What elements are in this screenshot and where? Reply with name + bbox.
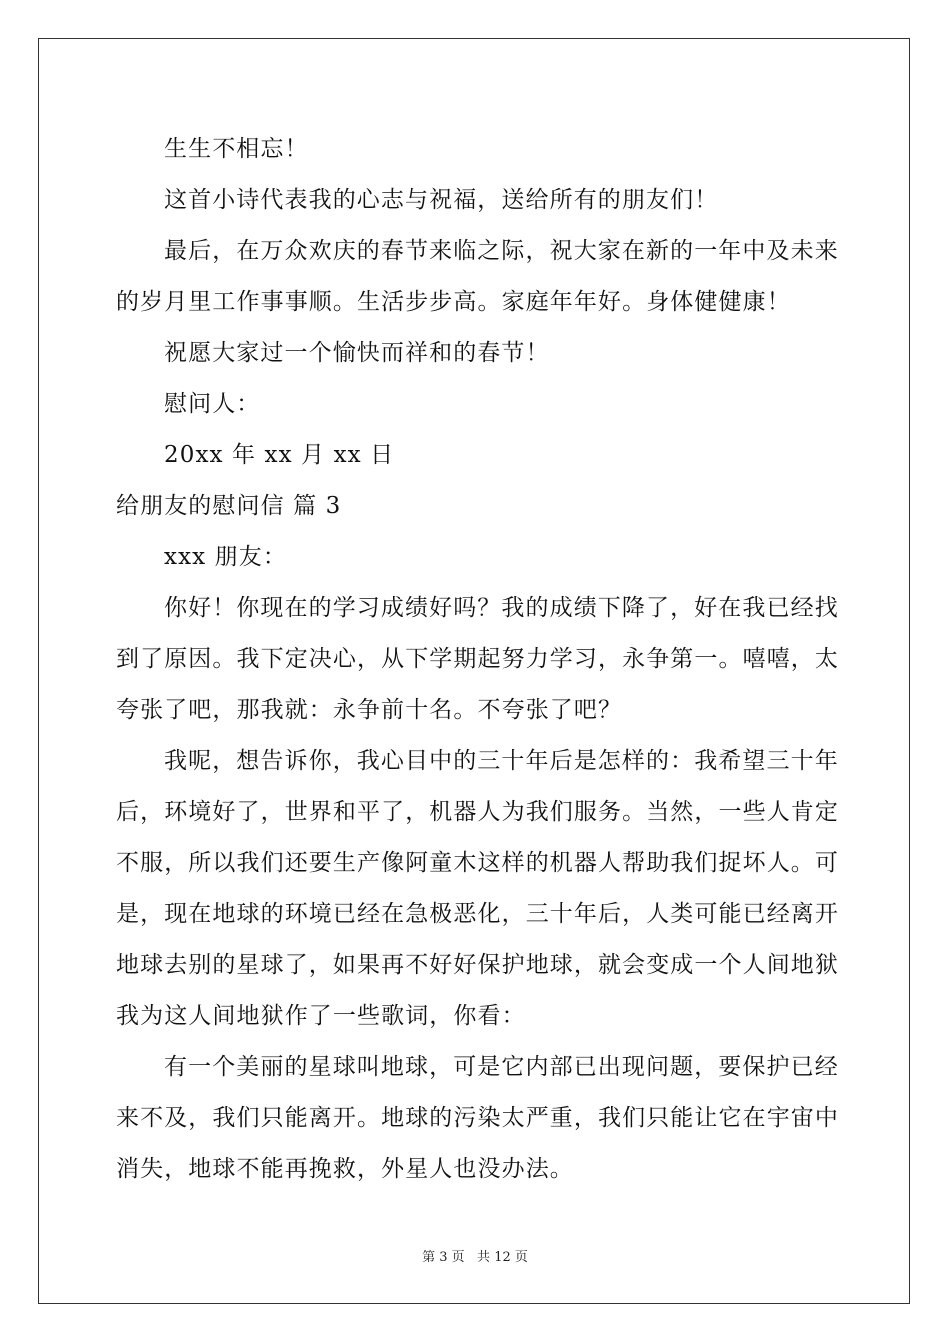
- text-line-para1-1: 你好！你现在的学习成绩好吗？我的成绩下降了，好在我已经找: [164, 595, 839, 621]
- text-line-para3-1: 有一个美丽的星球叫地球，可是它内部已出现问题，要保护已经: [164, 1054, 839, 1080]
- text-line-para2-3: 不服，所以我们还要生产像阿童木这样的机器人帮助我们捉坏人。可: [116, 850, 839, 876]
- page-number-footer: 第 3 页 共 12 页: [422, 1250, 528, 1265]
- text-line-wishes: 祝愿大家过一个愉快而祥和的春节！: [164, 340, 550, 366]
- text-line-para3-3: 消失，地球不能再挽救，外星人也没办法。: [116, 1156, 574, 1182]
- section-heading: 给朋友的慰问信 篇 3: [116, 493, 342, 519]
- salutation: xxx 朋友：: [164, 544, 287, 570]
- signature-label: 慰问人：: [164, 391, 261, 417]
- text-line-poem-end: 生生不相忘！: [164, 136, 309, 162]
- text-line-para2-1: 我呢，想告诉你，我心目中的三十年后是怎样的：我希望三十年: [164, 748, 839, 774]
- text-line-closing-2: 的岁月里工作事事顺。生活步步高。家庭年年好。身体健健康！: [116, 289, 791, 315]
- text-line-para2-5: 地球去别的星球了，如果再不好好保护地球，就会变成一个人间地狱: [116, 952, 839, 978]
- text-line-para2-4: 是，现在地球的环境已经在急极恶化，三十年后，人类可能已经离开: [116, 901, 839, 927]
- date-line: 20xx 年 xx 月 xx 日: [164, 442, 395, 468]
- text-line-para3-2: 来不及，我们只能离开。地球的污染太严重，我们只能让它在宇宙中: [116, 1105, 839, 1131]
- text-line-para1-2: 到了原因。我下定决心，从下学期起努力学习，永争第一。嘻嘻，太: [116, 646, 839, 672]
- text-line-para1-3: 夸张了吧，那我就：永争前十名。不夸张了吧？: [116, 697, 623, 723]
- text-line-closing-1: 最后，在万众欢庆的春节来临之际，祝大家在新的一年中及未来: [164, 238, 839, 264]
- text-line-para2-2: 后，环境好了，世界和平了，机器人为我们服务。当然，一些人肯定: [116, 799, 839, 825]
- text-line-poem-note: 这首小诗代表我的心志与祝福，送给所有的朋友们！: [164, 187, 719, 213]
- text-line-para2-6: 我为这人间地狱作了一些歌词，你看：: [116, 1003, 526, 1029]
